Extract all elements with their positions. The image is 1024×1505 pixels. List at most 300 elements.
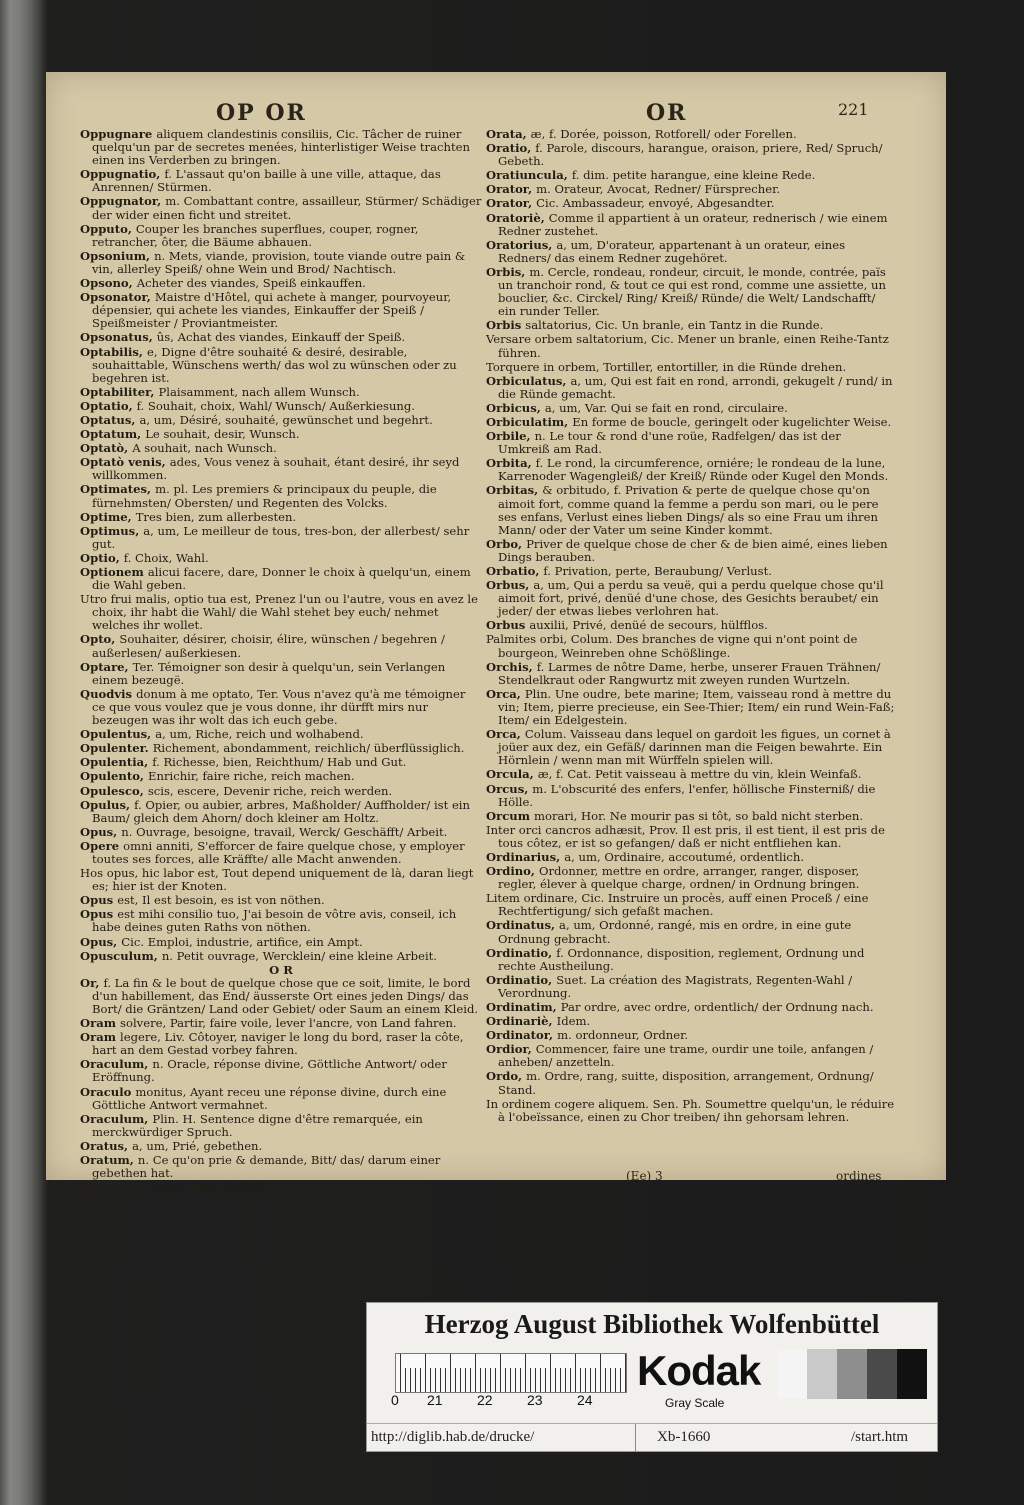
dictionary-entry — [486, 484, 896, 536]
sub-entry: Utro frui malis, optio tua est, Prenez l'un ou l'autre, vous en avez le choix, ihr habt die Wahl/ die Wahl stehet bey euch/ nehmet welches ihr wollet. — [80, 592, 478, 633]
definition: Tres bien, zum allerbesten. — [135, 509, 297, 524]
ruler-tick — [560, 1368, 561, 1392]
dictionary-entry — [486, 239, 896, 265]
headword: Ordinarius, — [486, 849, 565, 864]
dictionary-entry — [80, 291, 482, 330]
definition: m. Priere, Bitt/ Gebeth. — [132, 1180, 270, 1195]
definition: e, Digne d'être souhaité & desiré, desirable, souhaittable, Wünschens werth/ das wol zu wünschen oder zu begehren ist. — [92, 344, 457, 385]
definition: f. Ordonnance, disposition, reglement, Ordnung und rechte Austheilung. — [498, 945, 865, 973]
ruler-tick — [545, 1368, 546, 1392]
ruler-tick — [555, 1368, 556, 1392]
headword: Orcum — [486, 808, 534, 823]
ruler-tick — [510, 1368, 511, 1392]
dictionary-page — [46, 72, 946, 1195]
definition: alicui facere, dare, Donner le choix à quelqu'un, einem die Wahl geben. — [92, 565, 471, 593]
headword: Opulento, — [80, 769, 149, 784]
headword: Oppugnator, — [80, 194, 166, 209]
definition: ades, Vous venez à souhait, étant desiré, ihr seyd willkommen. — [92, 455, 460, 483]
definition: Enrichir, faire riche, reich machen. — [148, 769, 355, 784]
headword: Optabiliter, — [80, 384, 159, 399]
headword: Opulesco, — [80, 783, 148, 798]
headword: Orbitas, — [486, 483, 543, 498]
scale-ruler — [395, 1353, 627, 1393]
dictionary-entry — [80, 331, 482, 344]
dictionary-entry — [80, 223, 482, 249]
dictionary-entry — [80, 770, 482, 783]
definition: a, um, Prié, gebethen. — [132, 1138, 263, 1153]
ruler-tick — [405, 1368, 406, 1392]
dictionary-entry — [486, 212, 896, 238]
ruler-tick — [470, 1368, 471, 1392]
dictionary-entry — [486, 1015, 896, 1028]
definition: Plin. H. Sentence digne d'être remarquée, ein merckwürdiger Spruch. — [92, 1111, 423, 1139]
dictionary-entry — [80, 661, 482, 687]
definition: Idem. — [556, 1014, 591, 1029]
headword: Oraculum, — [80, 1057, 153, 1072]
headword: Opulus, — [80, 797, 135, 812]
definition: Colum. Vaisseau dans lequel on gardoit les figues, un cornet à joüer aux dez, ein Gefäß/ darinnen man die Feigen bewahrte. Ein Hörnlein / wenn man mit Würffeln spielen will. — [498, 727, 891, 768]
definition: aliquem clandestinis consiliis, Cic. Tâcher de ruiner quelqu'un par de secretes menées, hinterlistiger Weise trachten einen ins Verderben zu bringen. — [92, 127, 470, 168]
sub-entry: Palmites orbi, Colum. Des branches de vigne qui n'ont point de bourgeon, Weinreben ohne Schößlinge. — [486, 632, 858, 660]
dictionary-entry — [486, 169, 896, 182]
headword: Optatò, — [80, 441, 133, 456]
ruler-tick — [565, 1368, 566, 1392]
dictionary-entry — [80, 1113, 482, 1139]
dictionary-entry — [80, 688, 482, 727]
definition: a, um, Qui a perdu sa veuë, qui a perdu quelque chose qu'il aimoit fort, privé, denüé d'une chose, des Gesichts beraubet/ ein jeder/ der etwas liebes verlohren hat. — [498, 578, 884, 619]
ruler-tick — [430, 1368, 431, 1392]
ruler-tick — [465, 1368, 466, 1392]
dictionary-entry — [486, 457, 896, 483]
headword: Orbus, — [486, 578, 534, 593]
definition: f. Choix, Wahl. — [123, 550, 209, 565]
ruler-tick — [435, 1368, 436, 1392]
right-column — [486, 128, 896, 1125]
definition: m. pl. Les premiers & principaux du peuple, die fürnehmsten/ Obersten/ und Regenten des Volcks. — [92, 482, 437, 510]
dictionary-entry — [486, 947, 896, 973]
dictionary-entry — [486, 319, 896, 332]
headword: Opus, — [80, 934, 122, 949]
headword: Oratoriè, — [486, 210, 549, 225]
dictionary-entry — [80, 799, 482, 825]
definition: Cic. Ambassadeur, envoyé, Abgesandter. — [536, 196, 775, 211]
headword: Oratio, — [486, 141, 536, 156]
definition: n. Oracle, réponse divine, Göttliche Antwort/ oder Eröffnung. — [92, 1057, 447, 1085]
dictionary-entry — [80, 1017, 482, 1030]
dictionary-entry — [486, 128, 896, 141]
definition: Plaisamment, nach allem Wunsch. — [158, 384, 360, 399]
definition: æ, f. Cat. Petit vaisseau à mettre du vin, klein Weinfaß. — [537, 767, 862, 782]
dictionary-entry — [80, 742, 482, 755]
ruler-tick — [605, 1368, 606, 1392]
dictionary-entry — [486, 197, 896, 210]
ruler-tick — [480, 1368, 481, 1392]
ruler-tick — [445, 1368, 446, 1392]
dictionary-entry — [486, 974, 896, 1000]
dictionary-entry — [80, 756, 482, 769]
ruler-tick — [425, 1354, 426, 1392]
dictionary-entry — [486, 430, 896, 456]
definition: Le souhait, desir, Wunsch. — [145, 427, 300, 442]
definition: omni anniti, S'efforcer de faire quelque chose, y employer toutes ses forces, alle Kräffte/ alle Macht anwenden. — [92, 838, 465, 866]
definition: f. Parole, discours, harangue, oraison, priere, Red/ Spruch/ Gebeth. — [498, 141, 883, 169]
adjacent-page-edge — [0, 0, 44, 1505]
headword: Orca, — [486, 727, 525, 742]
definition: f. Richesse, bien, Reichthum/ Hab und Gut. — [152, 755, 407, 770]
headword: Orcus, — [486, 781, 533, 796]
headword: Orbatio, — [486, 564, 544, 578]
dictionary-entry — [80, 1086, 482, 1112]
headword: Optatus, — [80, 412, 140, 427]
dictionary-entry — [486, 619, 896, 632]
scale-number: 23 — [527, 1392, 543, 1408]
dictionary-entry — [80, 936, 482, 949]
signature-mark: (Ee) 3 — [626, 1169, 663, 1183]
dictionary-entry — [80, 414, 482, 427]
ruler-tick — [595, 1368, 596, 1392]
gray-swatches — [777, 1349, 927, 1399]
definition: Suet. La création des Magistrats, Regenten-Wahl / Verordnung. — [498, 972, 853, 1000]
dictionary-entry — [80, 456, 482, 482]
definition: f. Larmes de nôtre Dame, herbe, unserer Frauen Trähnen/ Stendelkraut oder Rangwurtz mit zweyen runden Wurtzeln. — [498, 659, 881, 687]
headword: Oratus, — [80, 1138, 133, 1153]
dictionary-entry — [80, 511, 482, 524]
headword: Optionem — [80, 565, 148, 579]
definition: f. dim. petite harangue, eine kleine Rede. — [571, 168, 816, 183]
headword: Optatò venis, — [80, 455, 170, 470]
definition: m. L'obscurité des enfers, l'enfer, höllische Finsterniß/ die Hölle. — [498, 781, 876, 809]
headword: Ordinatio, — [486, 945, 557, 960]
dictionary-entry — [486, 851, 896, 864]
definition: ûs, Achat des viandes, Einkauff der Speiß. — [156, 330, 406, 345]
definition: Couper les branches superflues, couper, rogner, retrancher, ôter, die Bäume abhauen. — [92, 221, 419, 249]
definition: saltatorius, Cic. Un branle, ein Tantz in die Runde. — [525, 318, 824, 333]
running-head-left: OP OR — [216, 100, 307, 126]
headword: Orbis — [486, 318, 526, 333]
gray-scale-label: Gray Scale — [665, 1396, 725, 1410]
headword: Optime, — [80, 509, 136, 524]
card-footer — [367, 1423, 937, 1452]
ruler-tick — [495, 1368, 496, 1392]
definition: n. Ce qu'on prie & demande, Bitt/ das/ darum einer gebethen hat. — [92, 1153, 441, 1181]
definition: æ, f. Dorée, poisson, Rotforell/ oder Forellen. — [530, 127, 797, 141]
headword: Ordinatus, — [486, 918, 560, 933]
headword: Opsono, — [80, 276, 137, 291]
definition: a, um, Qui est fait en rond, arrondi, gekugelt / rund/ in die Ründe gemacht. — [498, 373, 893, 401]
headword: Oram — [80, 1030, 121, 1045]
ruler-tick — [420, 1368, 421, 1392]
sub-entry: Versare orbem saltatorium, Cic. Mener un branle, einen Reihe-Tantz führen. — [486, 332, 889, 360]
definition: m. Cercle, rondeau, rondeur, circuit, le monde, contrée, païs un tranchoir rond, & tout ce qui est rond, comme une assiette, un bouclier, &c. Circkel/ Ring/ Kreiß/ Ründe/ die Welt/ Landschafft/ ein runder Teller. — [498, 264, 886, 319]
dictionary-entry — [80, 950, 482, 963]
definition: a, um, Riche, reich und wolhabend. — [155, 727, 364, 742]
headword: Opto, — [80, 632, 120, 647]
headword: Oram — [80, 1016, 121, 1031]
dictionary-entry — [80, 442, 482, 455]
dictionary-entry — [80, 1031, 482, 1057]
dictionary-entry — [80, 1181, 482, 1194]
headword: Opsonator, — [80, 290, 155, 305]
dictionary-entry — [486, 375, 896, 401]
dictionary-entry — [486, 768, 896, 781]
dictionary-entry — [80, 168, 482, 194]
ruler-tick — [590, 1368, 591, 1392]
definition: Plin. Une oudre, bete marine; Item, vaisseau rond à mettre du vin; Item, pierre precieuse, ein See-Thier; Item/ ein rund Wein-Faß; Item/ ein Edelgestein. — [498, 686, 895, 728]
definition: f. Privation, perte, Beraubung/ Verlust. — [543, 564, 772, 578]
dictionary-entry — [80, 908, 482, 934]
sub-entry: In ordinem cogere aliquem. Sen. Ph. Soumettre quelqu'un, le réduire à l'obeïssance, einen zu Chor treiben/ ihn gehorsam lehren. — [486, 1096, 895, 1124]
ruler-tick — [610, 1368, 611, 1392]
headword: Orbile, — [486, 429, 535, 444]
headword: Optimates, — [80, 482, 156, 497]
ruler-tick — [535, 1368, 536, 1392]
sub-entry: Torquere in orbem, Tortiller, entortiller, in die Ründe drehen. — [486, 359, 847, 374]
dictionary-entry — [80, 785, 482, 798]
headword: Opulenter. — [80, 741, 153, 756]
dictionary-entry — [486, 810, 896, 823]
definition: a, um, Var. Qui se fait en rond, circulaire. — [544, 400, 788, 415]
headword: Opulentia, — [80, 755, 153, 770]
ruler-tick — [490, 1368, 491, 1392]
definition: legere, Liv. Côtoyer, naviger le long du bord, raser la côte, hart an dem Gestad vorbey fahren. — [92, 1030, 464, 1058]
headword: Orbo, — [486, 536, 527, 551]
headword: Opus — [80, 907, 118, 922]
dictionary-entry — [486, 728, 896, 767]
definition: f. La fin & le bout de quelque chose que ce soit, limite, le bord d'un habillement, das End/ äusserste Ort eines jeden Dings/ das Bort/ die Gräntzen/ Land oder Gebiet/ oder Saum an einem Kleid. — [92, 975, 479, 1016]
ruler-tick — [620, 1368, 621, 1392]
definition: f. Opier, ou aubier, arbres, Maßholder/ Auffholder/ ist ein Baum/ gleich dem Ahorn/ doch kleiner am Holtz. — [92, 797, 470, 825]
headword: Oppugnare — [80, 127, 157, 141]
headword: Oppugnatio, — [80, 167, 165, 182]
catchword: ordines — [836, 1169, 882, 1183]
headword: Oratum, — [80, 1153, 138, 1168]
definition: Richement, abondamment, reichlich/ überflüssiglich. — [152, 741, 465, 756]
definition: a, um, D'orateur, appartenant à un orateur, eines Redners/ das einem Redner zugehöret. — [498, 237, 846, 265]
dictionary-entry — [80, 346, 482, 385]
dictionary-entry — [486, 1029, 896, 1042]
ruler-tick — [540, 1368, 541, 1392]
definition: est mihi consilio tuo, J'ai besoin de vôtre avis, conseil, ich habe deines guten Raths von nöthen. — [92, 907, 457, 935]
definition: Maistre d'Hôtel, qui achete à manger, pourvoyeur, dépensier, qui achete les viandes, Einkauffer der Speiß / Speißmeister / Proviantmeister. — [92, 290, 452, 331]
headword: Orator, — [486, 196, 537, 211]
headword: Optare, — [80, 659, 133, 674]
headword: Orbiculatus, — [486, 373, 571, 388]
definition: f. L'assaut qu'on baille à une ville, attaque, das Anrennen/ Stürmen. — [92, 167, 441, 195]
ruler-tick — [505, 1368, 506, 1392]
headword: Opus, — [80, 824, 122, 839]
definition: En forme de boucle, geringelt oder kugelichter Weise. — [572, 414, 892, 429]
dictionary-entry — [80, 728, 482, 741]
dictionary-entry — [486, 416, 896, 429]
sub-entry: Hos opus, hic labor est, Tout depend uniquement de là, daran liegt es; hier ist der Knoten. — [80, 866, 474, 894]
ruler-tick — [625, 1354, 626, 1392]
dictionary-entry — [80, 250, 482, 276]
definition: m. Ordre, rang, suitte, disposition, arrangement, Ordnung/ Stand. — [498, 1069, 874, 1097]
definition: Souhaiter, désirer, choisir, élire, wünschen / begehren / außerlesen/ außerkiesen. — [92, 632, 445, 660]
sub-entry: Inter orci cancros adhæsit, Prov. Il est pris, il est tient, il est pris de tous côtez, er ist so gefangen/ daß er nicht entfliehen kan. — [486, 822, 885, 850]
ruler-tick — [410, 1368, 411, 1392]
definition: f. Le rond, la circumference, orniére; le rondeau de la lune, Karrenoder Wagengleiß/ der Kreiß/ Ründe oder Kugel den Monds. — [498, 456, 889, 484]
headword: Opsonium, — [80, 248, 155, 263]
ruler-tick — [530, 1368, 531, 1392]
definition: m. Orateur, Avocat, Redner/ Fürsprecher. — [536, 182, 781, 197]
dictionary-entry — [486, 402, 896, 415]
scale-number: 22 — [477, 1392, 493, 1408]
headword: Quodvis — [80, 686, 137, 701]
headword: Orbis, — [486, 264, 530, 279]
headword: Ordino, — [486, 864, 539, 879]
definition: n. Petit ouvrage, Wercklein/ eine kleine Arbeit. — [161, 948, 437, 963]
headword: Oratiuncula, — [486, 168, 572, 183]
headword: Opus — [80, 893, 118, 908]
headword: Optimus, — [80, 523, 144, 538]
dictionary-entry — [80, 552, 482, 565]
dictionary-entry — [486, 579, 896, 618]
headword: Ordinatim, — [486, 1000, 561, 1014]
dictionary-entry — [80, 1058, 482, 1084]
definition: monitus, Ayant receu une réponse divine, durch eine Göttliche Antwort vermahnet. — [92, 1084, 447, 1112]
library-name: Herzog August Bibliothek Wolfenbüttel — [424, 1309, 880, 1339]
dictionary-entry — [80, 826, 482, 839]
headword: Orata, — [486, 127, 531, 141]
dictionary-entry — [80, 428, 482, 441]
definition: solvere, Partir, faire voile, lever l'ancre, von Land fahren. — [120, 1016, 457, 1031]
definition: n. Ouvrage, besoigne, travail, Werck/ Geschäfft/ Arbeit. — [121, 824, 448, 839]
dictionary-entry — [80, 633, 482, 659]
headword: Ordinator, — [486, 1028, 558, 1043]
definition: Commencer, faire une trame, ourdir une toile, anfangen / anheben/ anzetteln. — [498, 1042, 874, 1070]
definition: morari, Hor. Ne mourir pas si tôt, so bald nicht sterben. — [534, 808, 864, 823]
dictionary-entry — [80, 1140, 482, 1153]
dictionary-entry — [486, 865, 896, 891]
headword: Oratorius, — [486, 237, 557, 252]
dictionary-entry — [486, 538, 896, 564]
headword: Orchis, — [486, 659, 537, 674]
definition: est, Il est besoin, es ist von nöthen. — [117, 893, 325, 908]
definition: n. Le tour & rond d'une roüe, Radfelgen/ das ist der Umkreiß am Rad. — [498, 429, 841, 457]
page-number: 221 — [838, 100, 869, 119]
definition: Priver de quelque chose de cher & de bien aimé, eines lieben Dings berauben. — [498, 536, 888, 564]
dictionary-entry — [80, 483, 482, 509]
left-column — [80, 128, 482, 1195]
headword: Optatum, — [80, 427, 146, 442]
dictionary-entry — [486, 661, 896, 687]
headword: Orca, — [486, 686, 525, 701]
dictionary-entry — [80, 840, 482, 866]
ruler-tick — [615, 1368, 616, 1392]
definition: m. ordonneur, Ordner. — [557, 1028, 689, 1043]
dictionary-entry — [80, 525, 482, 551]
ruler-tick — [440, 1368, 441, 1392]
headword: Ordior, — [486, 1042, 536, 1057]
definition: Comme il appartient à un orateur, rednerisch / wie einem Redner zustehet. — [498, 210, 888, 238]
headword: Optio, — [80, 550, 124, 565]
headword: Orcula, — [486, 767, 538, 782]
headword: Opere — [80, 838, 124, 853]
ruler-tick — [450, 1354, 451, 1392]
ruler-tick — [600, 1354, 601, 1392]
dictionary-entry — [486, 183, 896, 196]
gray-swatch — [867, 1349, 897, 1399]
headword: Orbita, — [486, 456, 536, 471]
definition: A souhait, nach Wunsch. — [132, 441, 277, 456]
kodak-logo: Kodak — [637, 1347, 761, 1394]
gray-swatch — [837, 1349, 867, 1399]
gray-swatch — [777, 1349, 807, 1399]
dictionary-entry — [80, 386, 482, 399]
headword: Opulentus, — [80, 727, 156, 742]
dictionary-entry — [486, 919, 896, 945]
dictionary-entry — [80, 1154, 482, 1180]
headword: Opusculum, — [80, 948, 162, 963]
scale-number: 0 — [391, 1392, 399, 1408]
digitization-card — [366, 1302, 938, 1452]
sub-entry: Litem ordinare, Cic. Instruire un procès, auff einen Proceß / eine Rechtfertigung/ sich gefaßt machen. — [486, 891, 869, 919]
dictionary-entry — [80, 195, 482, 221]
dictionary-entry — [80, 566, 482, 592]
definition: n. Mets, viande, provision, toute viande outre pain & vin, allerley Speiß/ ohne Wein und Brod/ Nachtisch. — [92, 248, 466, 276]
headword: Ordinariè, — [486, 1014, 557, 1029]
ruler-tick — [520, 1368, 521, 1392]
definition: Acheter des viandes, Speiß einkauffen. — [136, 276, 366, 291]
definition: f. Souhait, choix, Wahl/ Wunsch/ Außerkiesung. — [136, 398, 415, 413]
dictionary-entry — [486, 1001, 896, 1014]
definition: a, um, Désiré, souhaité, gewünschet und begehrt. — [139, 412, 433, 427]
ruler-tick — [460, 1368, 461, 1392]
headword: Or, — [80, 975, 104, 990]
dictionary-entry — [486, 266, 896, 318]
dictionary-entry — [486, 142, 896, 168]
definition: a, um, Ordonné, rangé, mis en ordre, in eine gute Ordnung gebracht. — [498, 918, 852, 946]
ruler-tick — [455, 1368, 456, 1392]
ruler-tick — [585, 1368, 586, 1392]
dictionary-entry — [80, 894, 482, 907]
headword: Oraculo — [80, 1084, 136, 1099]
definition: Ter. Témoigner son desir à quelqu'un, sein Verlangen einem bezeugë. — [92, 659, 446, 687]
definition: Cic. Emploi, industrie, artifice, ein Ampt. — [121, 934, 363, 949]
headword: Orbiculatim, — [486, 414, 573, 429]
dictionary-entry — [486, 565, 896, 578]
ruler-tick — [570, 1368, 571, 1392]
ruler-tick — [415, 1368, 416, 1392]
headword: Optatio, — [80, 398, 137, 413]
headword: Orbus — [486, 618, 530, 633]
running-head-center: OR — [646, 100, 688, 126]
ruler-tick — [400, 1354, 401, 1392]
digital-library-url: http://diglib.hab.de/drucke/ — [371, 1429, 535, 1445]
definition: donum à me optato, Ter. Vous n'avez qu'à me témoigner ce que vous voulez que je vous donne, ihr dürfft mirs nur bezeugen was ihr wolt das ich euch gebe. — [92, 686, 466, 728]
ruler-tick — [525, 1354, 526, 1392]
dictionary-entry — [486, 1070, 896, 1096]
ruler-tick — [485, 1368, 486, 1392]
headword: Opsonatus, — [80, 330, 157, 345]
headword: Opputo, — [80, 221, 136, 236]
ruler-tick — [500, 1354, 501, 1392]
ruler-tick — [475, 1354, 476, 1392]
definition: Par ordre, avec ordre, ordentlich/ der Ordnung nach. — [560, 1000, 874, 1014]
definition: m. Combattant contre, assailleur, Stürmer/ Schädiger der wider einen ficht und streitet. — [92, 194, 482, 222]
ruler-tick — [575, 1354, 576, 1392]
definition: scis, escere, Devenir riche, reich werden. — [147, 783, 393, 798]
scale-number: 24 — [577, 1392, 593, 1408]
ruler-tick — [515, 1368, 516, 1392]
shelfmark: Xb-1660 — [657, 1429, 711, 1445]
ruler-tick — [580, 1368, 581, 1392]
dictionary-entry — [80, 128, 482, 167]
dictionary-entry — [80, 977, 482, 1016]
dictionary-entry — [486, 783, 896, 809]
headword: Orbicus, — [486, 400, 545, 415]
